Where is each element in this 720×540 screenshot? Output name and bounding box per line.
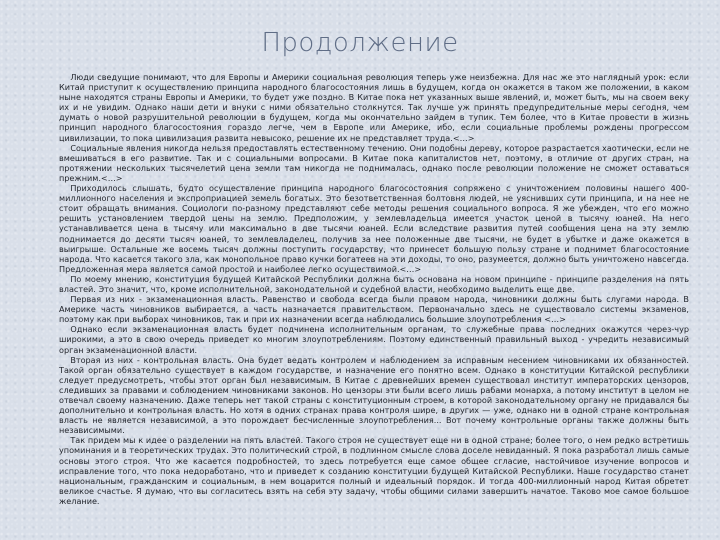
slide-title: Продолжение: [261, 28, 459, 58]
paragraph: Приходилось слышать, будто осуществление принципа народного благосостояния сопряжено с уничтожением половины нашего 400-миллионного населения и экспроприацией земель богатых. Это безответственная болтовня людей, не уяснивших сути принципа, и на нее не стоит обращать внимания. Социологи по-разному представляют себе методы решения социального вопроса. Я же убежден, что его можно решить установлением твердой цены на землю. Предположим, у землевладельца имеется участок ценой в тысячу юаней. На него устанавливается цена в тысячу или максимально в две тысячи юаней. Если вследствие развития путей сообщения цена на эту землю поднимается до десяти тысяч юаней, то землевладелец, получив за нее положенные две тысячи, не будет в убытке и даже окажется в выигрыше. Остальные же восемь тысяч должны поступить государству, что принесет большую пользу стране и поднимет благосостояние народа. Что касается такого зла, как монопольное право кучки богатеев на эти доходы, то оно, разумеется, должно быть уничтожено навсегда. Предложенная мера является самой простой и наиболее легко осуществимой.<…>: [59, 183, 689, 274]
paragraph: Так придем мы к идее о разделении на пять властей. Такого строя не существует еще ни в одной стране; более того, о нем редко встретишь упоминания и в теоретических трудах. Это политический строй, в подлинном смысле слова доселе невиданный. Я пока разработал лишь самые основы этого строя. Что же касается подробностей, то здесь потребуется еще самое общее сгласие, настойчивое изучение вопросов и исправление того, что пока недоработано, что и приведет к созданию конституции будущей Китайской Республики. Наше государство станет национальным, гражданским и социальным, в нем воцарится полный и идеальный порядок. И тогда 400-миллионный народ Китая обретет великое счастье. Я думаю, что вы согласитесь взять на себя эту задачу, чтобы общими силами завершить начатое. Таково мое самое большое желание.: [59, 435, 689, 506]
paragraph: Первая из них - экзаменационная власть. Равенство и свобода всегда были правом народа, чиновники должны быть слугами народа. В Америке часть чиновников выбирается, а часть назначается правительством. Первоначально здесь не существовало системы экзаменов, поэтому как при выборах чиновников, так и при их назначении всегда наблюдались большие злоупотребления <…>: [59, 294, 689, 325]
paragraph: Люди сведущие понимают, что для Европы и Америки социальная революция теперь уже неизбежна. Для нас же это наглядный урок: если Китай приступит к осуществлению принципа народного благосостояния лишь в будущем, когда он окажется в таком же положении, в каком ныне находятся страны Европы и Америки, то будет уже поздно. В Китае пока нет указанных выше явлений, и, может быть, мы на своем веку их и не увидим. Однако наши дети и внуки с ними обязательно столкнутся. Так лучше уж принять предупредительные меры сегодня, чем думать о новой разрушительной революции в будущем, когда мы окончательно зайдем в тупик. Тем более, что в Китае провести в жизнь принцип народного благосостояния гораздо легче, чем в Европе или Америке, ибо, если социальные проблемы рождены прогрессом цивилизации, то пока цивилизация развита невысоко, решение их не представляет труда.<…>: [59, 72, 689, 143]
paragraph: По моему мнению, конституция будущей Китайской Республики должна быть основана на новом принципе - принципе разделения на пять властей. Это значит, что, кроме исполнительной, законодательной и судебной власти, необходимо выделить еще две.: [59, 273, 689, 294]
paragraph: Социальные явления никогда нельзя предоставлять естественному течению. Они подобны дереву, которое разрастается хаотически, если не вмешиваться в его развитие. Так и с социальными вопросами. В Китае пока капиталистов нет, поэтому, в отличие от других стран, на протяжении нескольких тысячелетий цена земли там никогда не поднималась, однако после революции положение не сможет оставаться прежним.<…>: [59, 142, 689, 183]
slide-body-text: [59, 72, 689, 506]
paragraph: Однако если экзаменационная власть будет подчинена исполнительным органам, то служебные права последних окажутся через-чур широкими, а это в свою очередь приведет ко многим злоупотреблениям. Поэтому единственный правильный выход - учредить независимый орган экзаменационной власти.: [59, 324, 689, 355]
paragraph: Вторая из них - контрольная власть. Она будет ведать контролем и наблюдением за исправным несением чиновниками их обязанностей. Такой орган обязательно существует в каждом государстве, и назначение его понятно всем. Однако в конституции Китайской республики следует предусмотреть, чтобы этот орган был независимым. В Китае с древнейших времен существовал институт императорских цензоров, следивших за правами и соблюдением чиновниками законов. Но цензоры эти были всего лишь рабами монарха, а потому институт в целом не отвечал своему назначению. Даже теперь нет такой страны с конституционным строем, в которой законодательному органу не придавался бы дополнительно и контрольная власть. Но хотя в одних странах права контроля шире, в других — уже, однако ни в одной стране контрольная власть не является независимой, а это порождает бесчисленные злоупотребления... Вот почему контрольные органы также должны быть независимыми.: [59, 354, 689, 436]
